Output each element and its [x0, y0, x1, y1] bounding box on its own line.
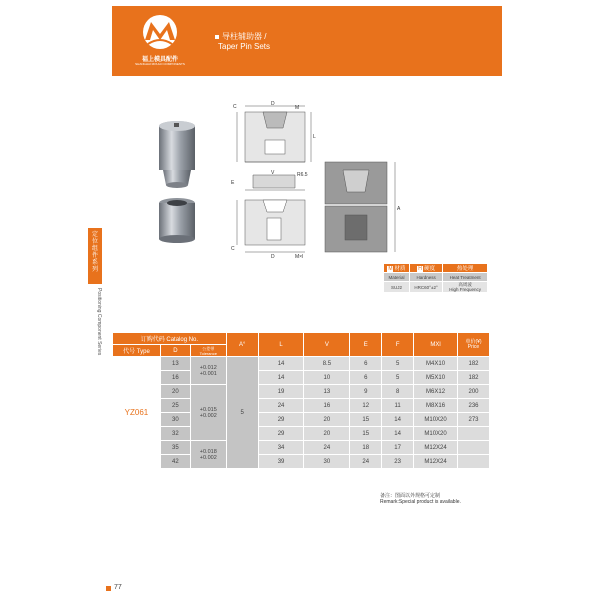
dim-label-mxl: M×l: [295, 254, 304, 260]
material-spec-table: [383, 263, 488, 293]
cell-v: 20: [304, 427, 350, 441]
cell-v: 30: [304, 455, 350, 469]
col-header-type: 代号 Type: [113, 345, 161, 357]
cell-price: 236: [458, 399, 490, 413]
brand-logo: [115, 6, 205, 76]
cell-price: [458, 427, 490, 441]
spec-value-hardness: HRC60°±2°: [409, 282, 442, 293]
spec-subheader: Hardness: [409, 273, 442, 282]
spec-value-material: SUJ2: [384, 282, 410, 293]
col-header-a: A°: [226, 333, 258, 357]
page-title-cn: 导柱辅助器 /: [215, 31, 266, 42]
col-header-d: D: [160, 345, 190, 357]
cell-f: 23: [382, 455, 414, 469]
spec-header-hardness: H 硬度: [409, 264, 442, 273]
col-header-e: E: [350, 333, 382, 357]
cell-e: 15: [350, 427, 382, 441]
spec-subheader: Heat Treatment: [443, 273, 488, 282]
cell-v: 13: [304, 385, 350, 399]
dim-label-d2: D: [271, 254, 275, 260]
cell-d: 25: [160, 399, 190, 413]
table-row: [113, 413, 490, 427]
cell-m: M12X24: [414, 441, 458, 455]
cell-m: M10X20: [414, 427, 458, 441]
cell-e: 6: [350, 371, 382, 385]
cell-m: M10X20: [414, 413, 458, 427]
dim-label-d: D: [271, 101, 275, 107]
side-tab-label-en: Positioning Component Series: [96, 288, 102, 356]
cell-d: 16: [160, 371, 190, 385]
cell-l: 29: [258, 427, 304, 441]
cell-m: M8X16: [414, 399, 458, 413]
cell-f: 5: [382, 371, 414, 385]
cell-m: M5X10: [414, 371, 458, 385]
cell-tolerance: +0.018 +0.002: [190, 441, 226, 469]
cell-d: 20: [160, 385, 190, 399]
cell-e: 24: [350, 455, 382, 469]
table-row: [113, 371, 490, 385]
cell-v: 24: [304, 441, 350, 455]
dim-label-v: V: [271, 170, 275, 176]
col-header-f: F: [382, 333, 414, 357]
table-row: [113, 357, 490, 371]
cell-d: 32: [160, 427, 190, 441]
cell-e: 9: [350, 385, 382, 399]
dim-label-l: L: [313, 134, 316, 140]
cell-price: 182: [458, 371, 490, 385]
cell-a: 5: [226, 357, 258, 469]
col-header-l: L: [258, 333, 304, 357]
col-header-v: V: [304, 333, 350, 357]
remark-note: [380, 493, 461, 505]
cell-f: 17: [382, 441, 414, 455]
technical-drawing: [225, 100, 495, 270]
cell-price: [458, 441, 490, 455]
table-row: [113, 455, 490, 469]
page-title-en: Taper Pin Sets: [218, 42, 271, 51]
table-row: [113, 385, 490, 399]
product-image: [150, 115, 210, 245]
remark-en: Remark:Special product is available.: [380, 499, 461, 505]
cell-price: 182: [458, 357, 490, 371]
cell-f: 11: [382, 399, 414, 413]
cell-m: M6X12: [414, 385, 458, 399]
spec-value-heat: 高周波 High Frequency: [443, 282, 488, 293]
cell-v: 8.5: [304, 357, 350, 371]
col-header-price: 单价(¥) Price: [458, 333, 490, 357]
cell-f: 14: [382, 413, 414, 427]
table-row: [113, 399, 490, 413]
col-header-tolerance: 公差带 Tolerance: [190, 345, 226, 357]
cell-price: 273: [458, 413, 490, 427]
cell-m: M4X10: [414, 357, 458, 371]
cell-tolerance: +0.012 +0.001: [190, 357, 226, 385]
dim-label-e: E: [231, 180, 235, 186]
cell-e: 18: [350, 441, 382, 455]
cell-l: 14: [258, 371, 304, 385]
title-bullet-icon: [215, 35, 219, 39]
side-tab-label-cn: 定位组件系列: [91, 232, 98, 273]
cell-f: 8: [382, 385, 414, 399]
dim-label-m: M: [295, 105, 300, 111]
cell-l: 24: [258, 399, 304, 413]
col-header-m: MXl: [414, 333, 458, 357]
cell-d: 35: [160, 441, 190, 455]
cell-l: 29: [258, 413, 304, 427]
spec-header-heat: 热处理: [443, 264, 488, 273]
cell-l: 34: [258, 441, 304, 455]
cell-price: 200: [458, 385, 490, 399]
table-row: [113, 441, 490, 455]
cell-price: [458, 455, 490, 469]
remark-cn: 备注：图面以外规格可定制: [380, 493, 441, 499]
dim-label-a: A: [397, 206, 401, 212]
cell-v: 16: [304, 399, 350, 413]
brand-name-en: SHANGHAI MOULD COMPONENTS: [135, 62, 185, 66]
cell-d: 13: [160, 357, 190, 371]
spec-header-material: M 材质: [384, 264, 410, 273]
brand-name-cn: 福上模具配件: [141, 57, 178, 63]
dim-label-c2: C: [231, 246, 235, 252]
cell-m: M12X24: [414, 455, 458, 469]
cell-l: 39: [258, 455, 304, 469]
cell-d: 30: [160, 413, 190, 427]
dimension-price-table: [112, 332, 490, 469]
page-number-bullet-icon: [106, 586, 111, 591]
cell-f: 14: [382, 427, 414, 441]
logo-mark-icon: [115, 6, 205, 54]
dim-label-r: R6.5: [297, 172, 308, 178]
cell-l: 19: [258, 385, 304, 399]
catalog-no-header: 订购代码 Catalog No.: [113, 333, 227, 345]
page-number: 77: [114, 584, 122, 591]
cell-l: 14: [258, 357, 304, 371]
cell-f: 5: [382, 357, 414, 371]
table-row: [113, 427, 490, 441]
cell-v: 10: [304, 371, 350, 385]
cell-e: 15: [350, 413, 382, 427]
cell-d: 42: [160, 455, 190, 469]
cell-tolerance: +0.015 +0.002: [190, 385, 226, 441]
cell-e: 12: [350, 399, 382, 413]
cell-v: 20: [304, 413, 350, 427]
type-cell: YZ061: [113, 357, 161, 469]
dim-label-c: C: [233, 104, 237, 110]
cell-e: 6: [350, 357, 382, 371]
spec-subheader: Material: [384, 273, 410, 282]
